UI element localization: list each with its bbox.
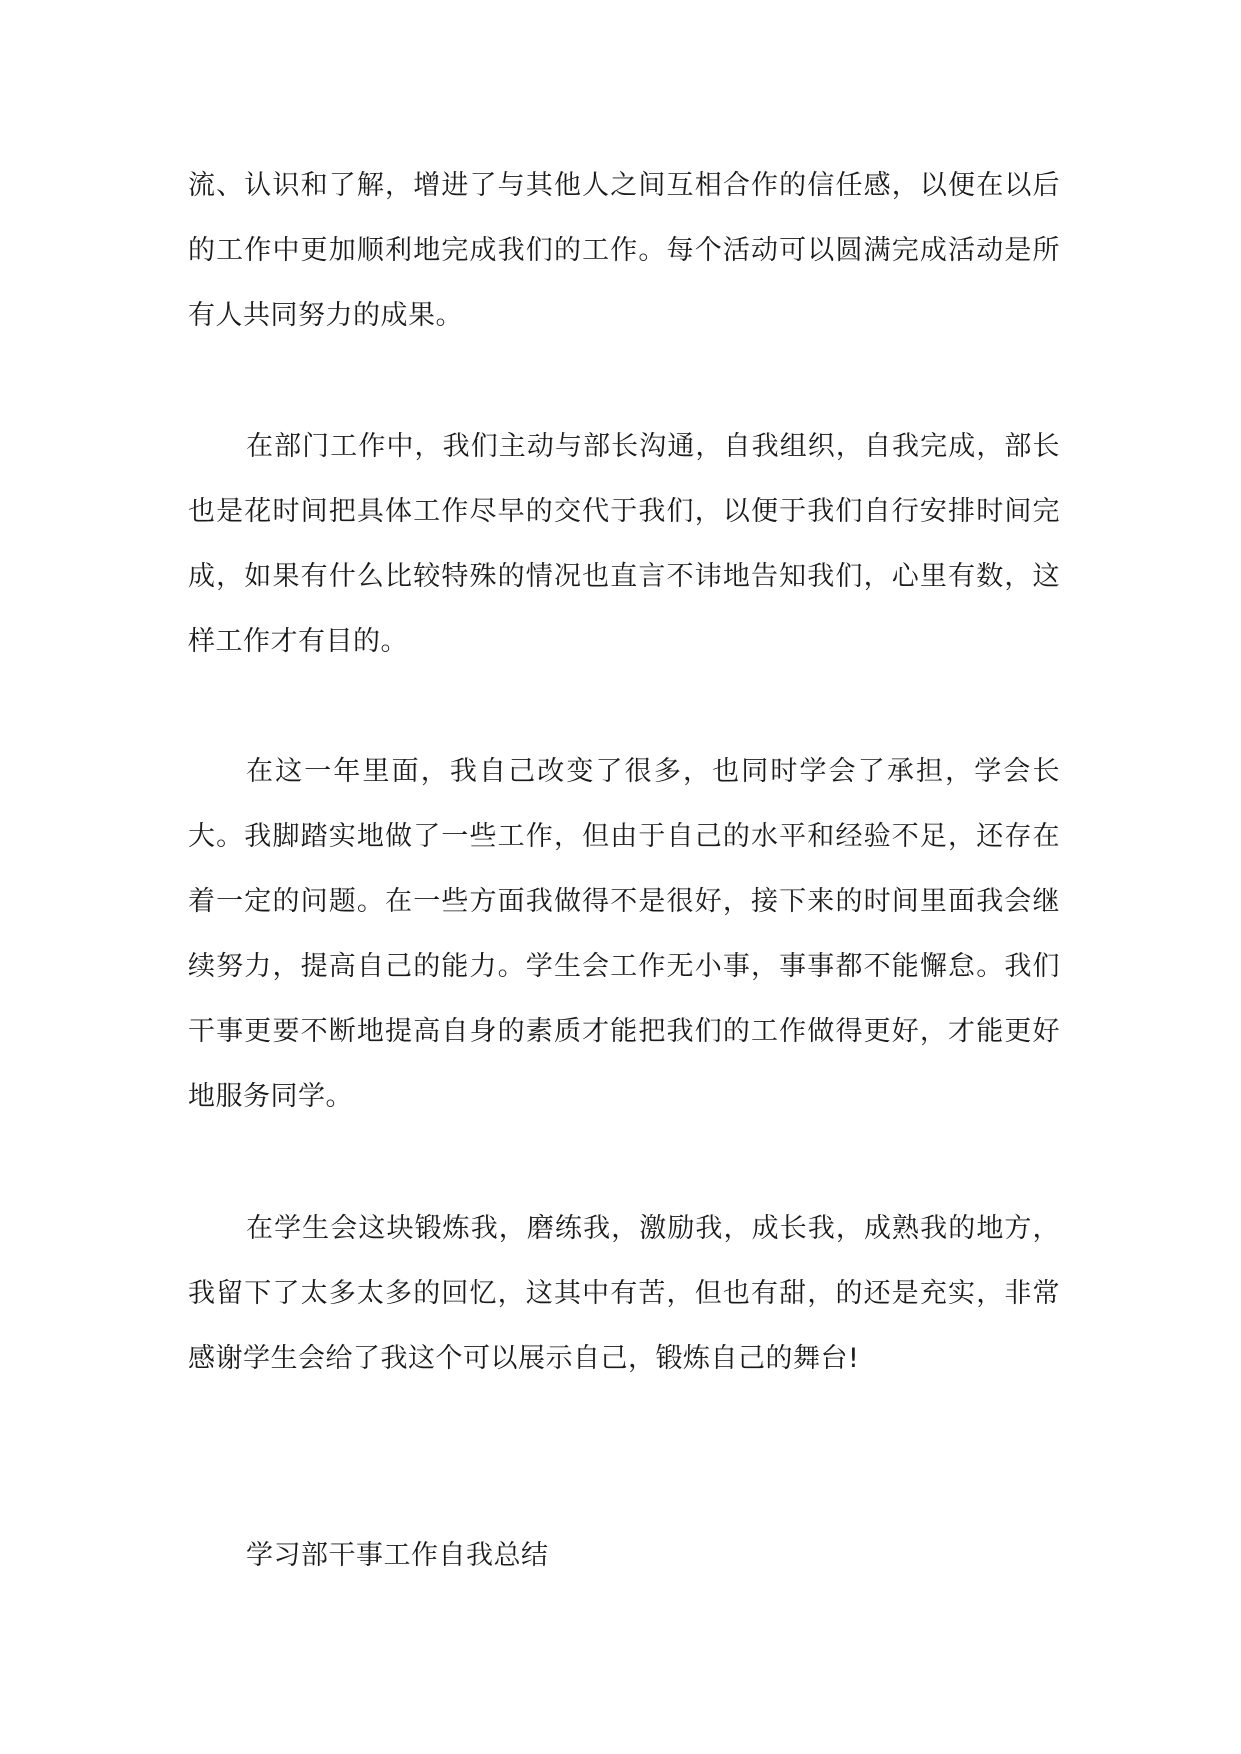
paragraph-year-reflection: 在这一年里面，我自己改变了很多，也同时学会了承担，学会长大。我脚踏实地做了一些工作，但由于自己的水平和经验不足，还存在着一定的问题。在一些方面我做得不是很好，接下来的时间里面我会继续努力，提高自己的能力。学生会工作无小事，事事都不能懈怠。我们干事更要不断地提高自身的素质才能把我们的工作做得更好，才能更好地服务同学。 bbox=[188, 756, 1060, 1112]
paragraph-continuation: 流、认识和了解，增进了与其他人之间互相合作的信任感，以便在以后的工作中更加顺利地完成我们的工作。每个活动可以圆满完成活动是所有人共同努力的成果。 bbox=[188, 170, 1060, 331]
section-heading: 学习部干事工作自我总结 bbox=[246, 1540, 549, 1571]
paragraph-department-work: 在部门工作中，我们主动与部长沟通，自我组织，自我完成，部长也是花时间把具体工作尽早的交代于我们，以便于我们自行安排时间完成，如果有什么比较特殊的情况也直言不讳地告知我们，心里有数，这样工作才有目的。 bbox=[188, 431, 1060, 657]
paragraph-gratitude: 在学生会这块锻炼我，磨练我，激励我，成长我，成熟我的地方，我留下了太多太多的回忆，这其中有苦，但也有甜，的还是充实，非常感谢学生会给了我这个可以展示自己，锻炼自己的舞台! bbox=[188, 1213, 1060, 1374]
